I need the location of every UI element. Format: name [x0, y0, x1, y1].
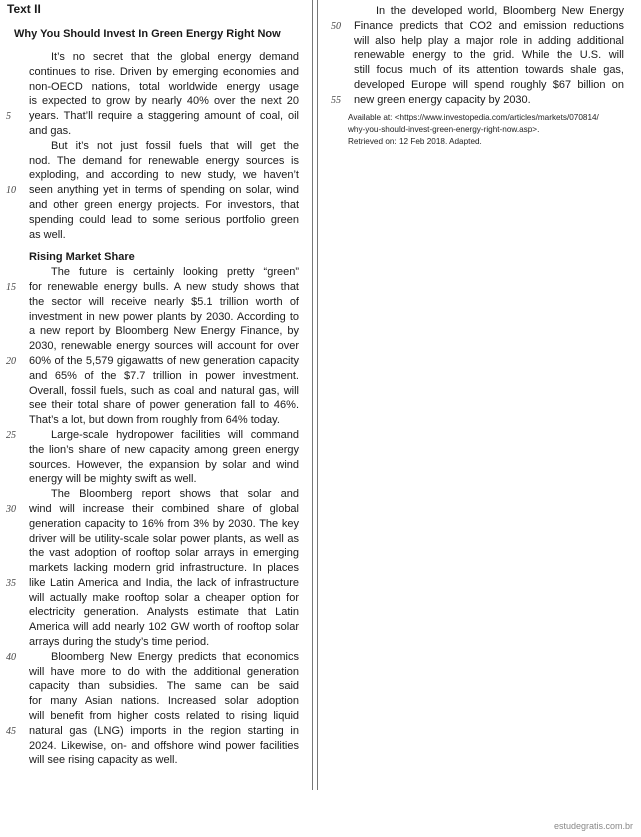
- left-text-line: and 65% of the $7.7 trillion in power investment.: [29, 369, 299, 382]
- left-text-line: a new report by Bloomberg New Energy Finance, by: [29, 325, 299, 338]
- right-column: [354, 4, 624, 108]
- right-text-line: renewable energy to the grid. While the U.S. will: [354, 49, 624, 62]
- site-watermark: estudegratis.com.br: [553, 821, 633, 831]
- left-text-line: for many Asian nations. Increased solar adoption: [29, 695, 299, 708]
- left-text-line: is expected to grow by nearly 40% over the next 20: [29, 95, 299, 108]
- left-text-line: investment in new power plants by 2030. According to: [29, 310, 299, 323]
- line-number: 15: [6, 282, 16, 293]
- line-number: 45: [6, 726, 16, 737]
- left-text-line: will see rising capacity as well.: [29, 754, 178, 767]
- left-text-line: markets lacking modern grid infrastructure. In places: [29, 562, 299, 575]
- source-citation: [348, 112, 633, 148]
- left-text-line: 2024. Likewise, on- and offshore wind power facilities: [29, 739, 299, 752]
- left-text-line: spending could lead to some serious portfolio green: [29, 213, 299, 226]
- left-text-line: capacity than subsidies. The same can be said: [29, 680, 299, 693]
- left-text-line: wind will increase their combined share of global: [29, 502, 299, 515]
- left-text-line: 60% of the 5,579 gigawatts of new generation capacity: [29, 354, 299, 367]
- left-text-line: electricity generation. Analysts estimate that Latin: [29, 606, 299, 619]
- left-text-line: as well.: [29, 228, 66, 241]
- left-text-line: natural gas (LNG) imports in the region starting in: [29, 724, 299, 737]
- left-text-line: generation capacity to 16% from 3% by 2030. The key: [29, 517, 299, 530]
- left-text-line: for renewable energy bulls. A new study shows that: [29, 280, 299, 293]
- line-number: 5: [6, 111, 11, 123]
- source-url-line-1: Available at: <https://www.investopedia.com/articles/markets/070814/: [348, 113, 599, 122]
- text-label: Text II: [7, 2, 41, 16]
- right-text-line: Finance predicts that CO2 and emission reductions: [354, 19, 624, 32]
- paragraph-gap: [29, 242, 299, 250]
- left-text-line: The Bloomberg report shows that solar and: [51, 488, 299, 501]
- right-text-line: still focus much of its attention towards shale gas,: [354, 64, 624, 77]
- line-number: 10: [6, 185, 16, 197]
- left-text-line: the sector will receive nearly $5.1 trillion worth of: [29, 295, 299, 308]
- left-text-line: arrays during the study’s time period.: [29, 636, 210, 649]
- left-text-line: and other green energy projects. For investors, that: [29, 198, 299, 211]
- left-text-line: will benefit from higher costs related to rising liquid: [29, 710, 299, 723]
- line-number: 25: [6, 430, 16, 441]
- left-text-line: The future is certainly looking pretty “green”: [51, 266, 299, 279]
- left-text-line: and gas.: [29, 124, 72, 137]
- line-number: 35: [6, 578, 16, 589]
- left-text-line: continues to rise. Driven by emerging economies and: [29, 65, 299, 78]
- left-text-line: non-OECD nations, total worldwide energy usage: [29, 80, 299, 93]
- left-text-line: will actually make rooftop solar a cheaper option for: [29, 591, 299, 604]
- right-text-line: In the developed world, Bloomberg New Energy: [376, 5, 624, 17]
- left-text-line: see their total share of power generation fall to 46%.: [29, 399, 299, 412]
- right-text-line: developed Europe will spend roughly $67 billion on: [354, 78, 624, 91]
- line-number: 30: [6, 504, 16, 515]
- article-title: Why You Should Invest In Green Energy Right Now: [14, 28, 281, 40]
- left-text-line: like Latin America and India, the lack of infrastructure: [29, 576, 299, 589]
- left-text-line: nod. The demand for renewable energy sources is: [29, 154, 299, 167]
- right-text-line: new green energy capacity by 2030.: [354, 93, 531, 106]
- line-number: 40: [6, 652, 16, 663]
- left-text-line: driver will be utility-scale solar power plants, as well as: [29, 532, 299, 545]
- left-text-line: years. That’ll require a staggering amount of coal, oil: [29, 110, 299, 123]
- left-text-line: the vast adoption of rooftop solar arrays in emerging: [29, 547, 299, 560]
- left-text-line: will have more to do with the additional generation: [29, 665, 299, 678]
- left-column: [29, 50, 299, 768]
- left-text-line: seen anything yet in terms of spending on solar, wind: [29, 184, 299, 197]
- right-text-line: will also help play a major role in adding additional: [354, 34, 624, 47]
- left-text-line: But it’s not just fossil fuels that will get the: [51, 139, 299, 152]
- source-url-line-2: why-you-should-invest-green-energy-right-now.asp>.: [348, 125, 540, 134]
- section-heading: Rising Market Share: [29, 251, 135, 264]
- left-text-line: energy will be mighty swift as well.: [29, 473, 197, 486]
- left-text-line: sources. However, the expansion by solar and wind: [29, 458, 299, 471]
- left-text-line: America will add nearly 102 GW worth of rooftop solar: [29, 621, 299, 634]
- source-retrieved: Retrieved on: 12 Feb 2018. Adapted.: [348, 137, 482, 146]
- left-text-line: Bloomberg New Energy predicts that economics: [51, 650, 299, 663]
- left-text-line: 2030, renewable energy sources will account for over: [29, 340, 299, 353]
- left-text-line: Large-scale hydropower facilities will command: [51, 428, 299, 441]
- left-text-line: Overall, fossil fuels, such as coal and natural gas, will: [29, 384, 299, 397]
- left-text-line: That’s a lot, but down from roughly from 64% today.: [29, 414, 280, 427]
- line-number: 50: [331, 20, 341, 32]
- left-text-line: exploding, and according to new study, we haven’t: [29, 169, 299, 182]
- line-number: 20: [6, 356, 16, 367]
- left-text-line: It’s no secret that the global energy demand: [51, 51, 299, 63]
- line-number: 55: [331, 94, 341, 106]
- column-divider: [312, 0, 318, 790]
- left-text-line: the lion’s share of new capacity among green energy: [29, 443, 299, 456]
